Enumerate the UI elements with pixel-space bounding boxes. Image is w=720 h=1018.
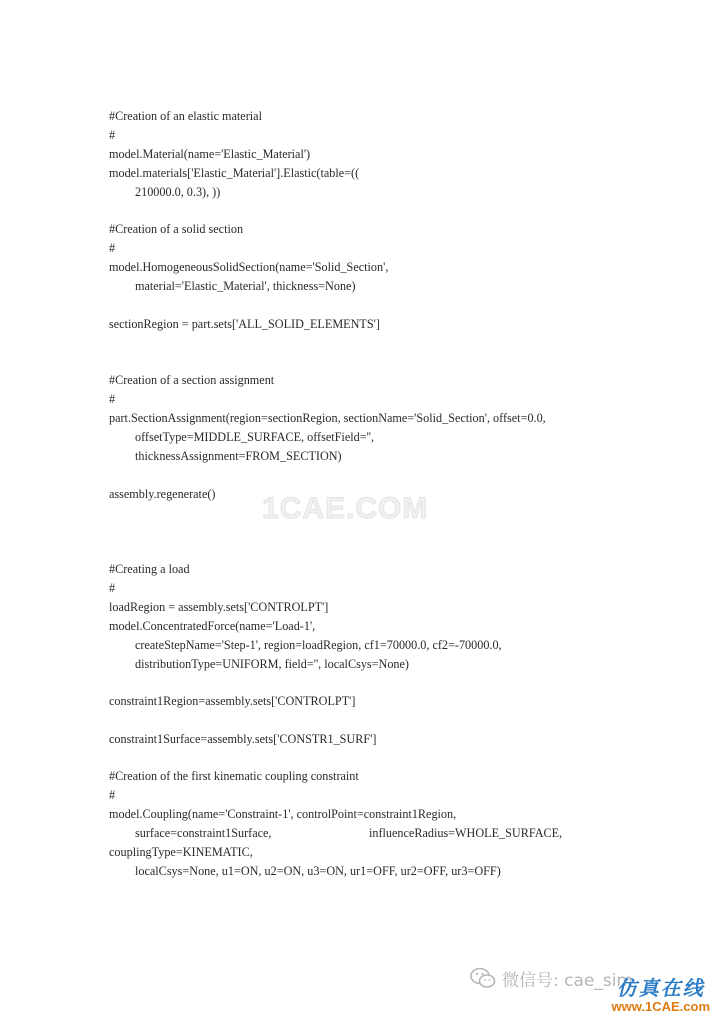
code-line: part.SectionAssignment(region=sectionRegion, sectionName='Solid_Section', offset=0.0,	[109, 411, 546, 425]
code-line: surface=constraint1Surface, influenceRadius=WHOLE_SURFACE,	[135, 826, 563, 840]
code-line: model.Material(name='Elastic_Material')	[109, 147, 311, 161]
brand-url: www.1CAE.com	[611, 999, 710, 1014]
code-line: material='Elastic_Material', thickness=None)	[135, 279, 356, 293]
code-comment: #	[109, 581, 116, 595]
brand-name: 仿真在线	[616, 976, 705, 1000]
code-line: loadRegion = assembly.sets['CONTROLPT']	[109, 600, 329, 614]
code-line: model.Coupling(name='Constraint-1', controlPoint=constraint1Region,	[109, 807, 457, 821]
code-comment: #Creation of a section assignment	[109, 373, 275, 387]
code-line: assembly.regenerate()	[109, 487, 216, 501]
code-comment: #	[109, 788, 116, 802]
code-line: model.HomogeneousSolidSection(name='Solid_Section',	[109, 260, 389, 274]
code-line: couplingType=KINEMATIC,	[109, 845, 253, 859]
code-comment: #Creating a load	[109, 562, 190, 576]
center-watermark: 1CAE.COM	[262, 492, 429, 525]
code-line: 210000.0, 0.3), ))	[135, 185, 221, 199]
code-comment: #	[109, 392, 116, 406]
brand-logo	[612, 977, 710, 1015]
code-line: localCsys=None, u1=ON, u2=ON, u3=ON, ur1=OFF, ur2=OFF, ur3=OFF)	[135, 864, 501, 878]
code-comment: #Creation of a solid section	[109, 222, 244, 236]
code-line: createStepName='Step-1', region=loadRegion, cf1=70000.0, cf2=-70000.0,	[135, 638, 502, 652]
code-comment: #	[109, 128, 116, 142]
code-comment: #Creation of an elastic material	[109, 109, 262, 123]
wechat-id-label: 微信号: cae_sim	[502, 970, 633, 991]
code-comment: #	[109, 241, 116, 255]
wechat-watermark	[470, 966, 633, 990]
code-line: constraint1Region=assembly.sets['CONTROLPT']	[109, 694, 356, 708]
wechat-icon	[470, 967, 496, 989]
code-line: sectionRegion = part.sets['ALL_SOLID_ELEMENTS']	[109, 317, 380, 331]
code-comment: #Creation of the first kinematic coupling constraint	[109, 769, 359, 783]
code-line: distributionType=UNIFORM, field='', localCsys=None)	[135, 657, 409, 671]
code-line: model.ConcentratedForce(name='Load-1',	[109, 619, 316, 633]
code-line: thicknessAssignment=FROM_SECTION)	[135, 449, 342, 463]
code-line: model.materials['Elastic_Material'].Elastic(table=((	[109, 166, 360, 180]
code-line: constraint1Surface=assembly.sets['CONSTR1_SURF']	[109, 732, 377, 746]
code-line: offsetType=MIDDLE_SURFACE, offsetField='',	[135, 430, 375, 444]
